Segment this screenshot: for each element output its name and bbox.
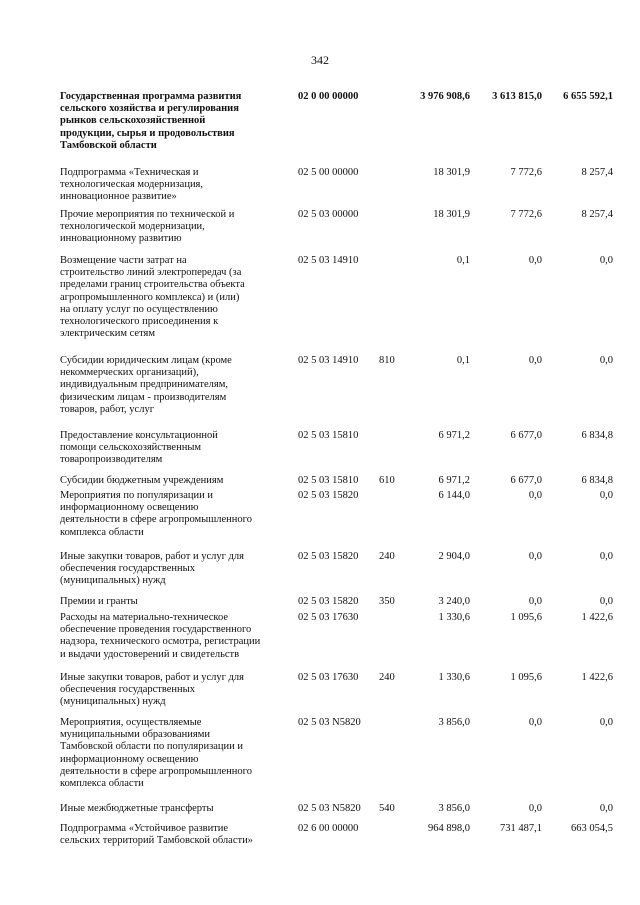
row-value-1: 0,1 bbox=[456, 355, 470, 366]
row-name: Прочие мероприятия по технической и технологической модернизации, инновационному развитию bbox=[60, 209, 235, 245]
row-code: 02 5 03 17630 bbox=[298, 672, 359, 683]
row-code: 02 5 00 00000 bbox=[298, 167, 359, 178]
row-name: Иные закупки товаров, работ и услуг для обеспечения государственных (муниципальных) нужд bbox=[60, 672, 244, 708]
row-expense-type: 540 bbox=[379, 803, 395, 814]
row-value-1: 3 856,0 bbox=[438, 717, 470, 728]
row-value-1: 0,1 bbox=[456, 255, 470, 266]
row-value-1: 3 856,0 bbox=[438, 803, 470, 814]
row-value-2: 3 613 815,0 bbox=[492, 91, 542, 102]
row-value-3: 0,0 bbox=[599, 803, 613, 814]
row-value-2: 7 772,6 bbox=[510, 209, 542, 220]
row-code: 02 0 00 00000 bbox=[298, 91, 359, 102]
row-value-1: 6 144,0 bbox=[438, 490, 470, 501]
row-code: 02 5 03 N5820 bbox=[298, 803, 361, 814]
row-value-1: 18 301,9 bbox=[433, 209, 470, 220]
row-code: 02 5 03 00000 bbox=[298, 209, 359, 220]
row-value-3: 8 257,4 bbox=[581, 209, 613, 220]
row-name: Предоставление консультационной помощи сельскохозяйственным товаропроизводителям bbox=[60, 430, 218, 466]
row-value-1: 18 301,9 bbox=[433, 167, 470, 178]
row-value-3: 0,0 bbox=[599, 596, 613, 607]
row-value-2: 0,0 bbox=[528, 596, 542, 607]
row-name: Иные межбюджетные трансферты bbox=[60, 803, 214, 814]
row-name: Мероприятия, осуществляемые муниципальными образованиями Тамбовской области по популяризации и информационному освещению деятельности в сфере агропромышленного комплекса области bbox=[60, 717, 252, 790]
row-code: 02 5 03 14910 bbox=[298, 255, 359, 266]
row-value-2: 0,0 bbox=[528, 551, 542, 562]
row-value-3: 6 655 592,1 bbox=[563, 91, 613, 102]
row-code: 02 5 03 17630 bbox=[298, 612, 359, 623]
row-code: 02 5 03 15820 bbox=[298, 490, 359, 501]
row-name: Премии и гранты bbox=[60, 596, 138, 607]
row-name: Подпрограмма «Техническая и технологическая модернизация, инновационное развитие» bbox=[60, 167, 204, 203]
row-code: 02 6 00 00000 bbox=[298, 823, 359, 834]
row-value-3: 6 834,8 bbox=[581, 430, 613, 441]
row-name: Субсидии юридическим лицам (кроме некоммерческих организаций), индивидуальным предпринимателям, физическим лицам - производителям товаров, работ, услуг bbox=[60, 355, 232, 415]
row-code: 02 5 03 15810 bbox=[298, 430, 359, 441]
row-value-2: 6 677,0 bbox=[510, 475, 542, 486]
row-name: Подпрограмма «Устойчивое развитие сельских территорий Тамбовской области» bbox=[60, 823, 253, 847]
row-value-2: 0,0 bbox=[528, 255, 542, 266]
row-name: Расходы на материально-техническое обеспечение проведения государственного надзора, технического осмотра, регистрации и выдачи удостоверений и свидетельств bbox=[60, 612, 261, 660]
row-code: 02 5 03 15820 bbox=[298, 551, 359, 562]
row-value-2: 0,0 bbox=[528, 490, 542, 501]
row-value-1: 3 976 908,6 bbox=[420, 91, 470, 102]
row-code: 02 5 03 15810 bbox=[298, 475, 359, 486]
row-expense-type: 610 bbox=[379, 475, 395, 486]
row-code: 02 5 03 15820 bbox=[298, 596, 359, 607]
row-value-3: 663 054,5 bbox=[571, 823, 613, 834]
row-value-3: 0,0 bbox=[599, 255, 613, 266]
row-value-2: 731 487,1 bbox=[500, 823, 542, 834]
row-value-1: 1 330,6 bbox=[438, 612, 470, 623]
row-code: 02 5 03 14910 bbox=[298, 355, 359, 366]
row-value-2: 0,0 bbox=[528, 355, 542, 366]
row-name: Возмещение части затрат на строительство линий электропередач (за пределами границ строительства объекта агропромышленного комплекса) и (или) на оплату услуг по осуществлению технологического присоединения к электрическим сетям bbox=[60, 255, 245, 340]
row-expense-type: 350 bbox=[379, 596, 395, 607]
row-expense-type: 240 bbox=[379, 672, 395, 683]
row-value-3: 8 257,4 bbox=[581, 167, 613, 178]
row-value-3: 0,0 bbox=[599, 717, 613, 728]
page-number: 342 bbox=[311, 53, 329, 67]
row-value-2: 0,0 bbox=[528, 803, 542, 814]
row-name: Иные закупки товаров, работ и услуг для обеспечения государственных (муниципальных) нужд bbox=[60, 551, 244, 587]
row-value-3: 6 834,8 bbox=[581, 475, 613, 486]
row-value-1: 3 240,0 bbox=[438, 596, 470, 607]
row-value-1: 964 898,0 bbox=[428, 823, 470, 834]
row-value-1: 1 330,6 bbox=[438, 672, 470, 683]
row-value-1: 6 971,2 bbox=[438, 475, 470, 486]
row-value-2: 0,0 bbox=[528, 717, 542, 728]
row-value-2: 1 095,6 bbox=[510, 672, 542, 683]
row-value-3: 0,0 bbox=[599, 490, 613, 501]
row-name: Мероприятия по популяризации и информационному освещению деятельности в сфере агропромышленного комплекса области bbox=[60, 490, 252, 538]
row-value-3: 0,0 bbox=[599, 551, 613, 562]
row-value-2: 1 095,6 bbox=[510, 612, 542, 623]
row-value-1: 2 904,0 bbox=[438, 551, 470, 562]
row-value-3: 0,0 bbox=[599, 355, 613, 366]
row-expense-type: 240 bbox=[379, 551, 395, 562]
row-value-3: 1 422,6 bbox=[581, 672, 613, 683]
row-value-2: 6 677,0 bbox=[510, 430, 542, 441]
row-value-1: 6 971,2 bbox=[438, 430, 470, 441]
row-name: Субсидии бюджетным учреждениям bbox=[60, 475, 224, 486]
row-name: Государственная программа развития сельского хозяйства и регулирования рынков сельскохозяйственной продукции, сырья и продовольствия Тамбовской области bbox=[60, 91, 242, 151]
row-expense-type: 810 bbox=[379, 355, 395, 366]
row-value-2: 7 772,6 bbox=[510, 167, 542, 178]
row-code: 02 5 03 N5820 bbox=[298, 717, 361, 728]
row-value-3: 1 422,6 bbox=[581, 612, 613, 623]
